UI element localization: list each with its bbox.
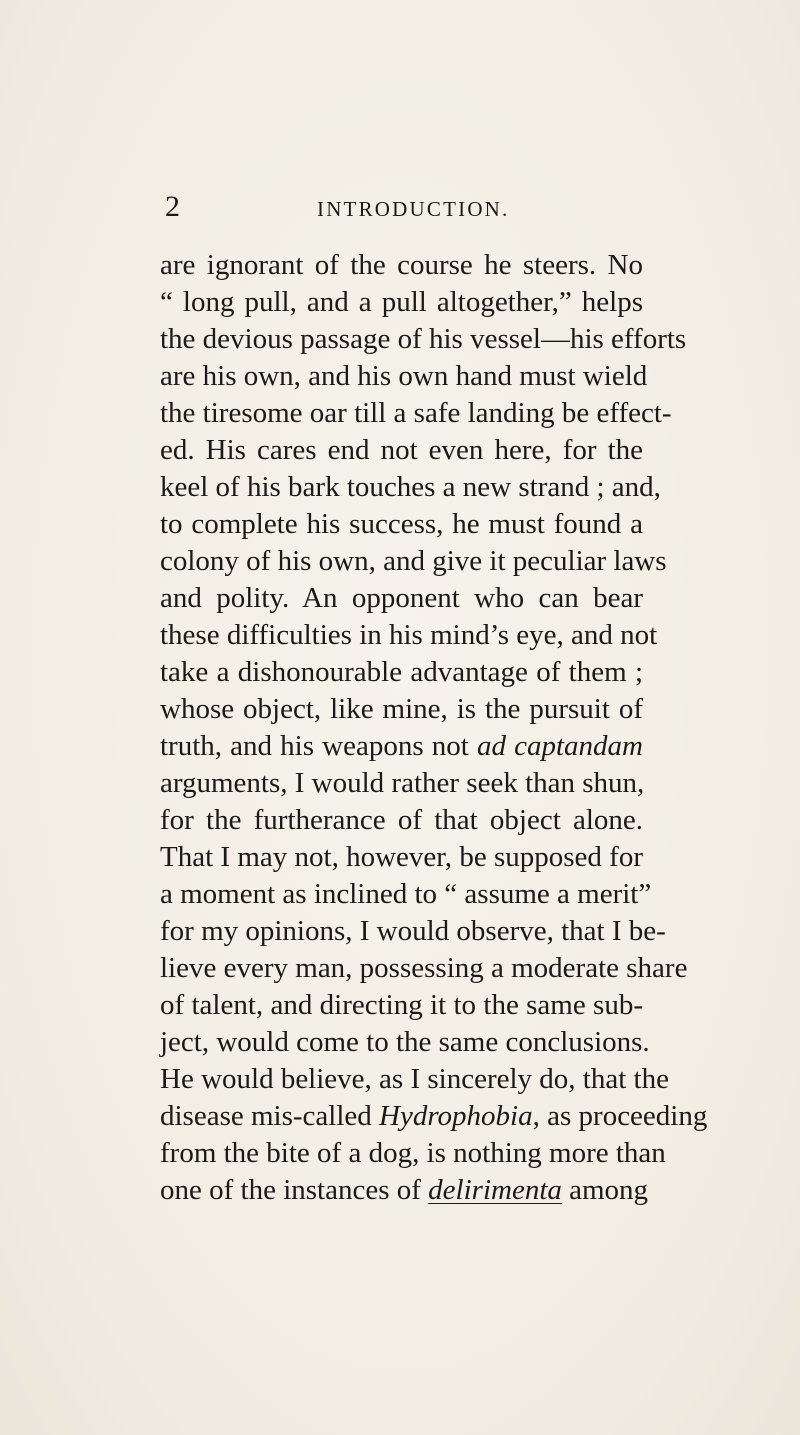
line-text: among bbox=[561, 1174, 649, 1206]
text-line: for my opinions, I would observe, that I be- bbox=[160, 915, 666, 947]
line-text: truth, and his weapons not bbox=[160, 730, 477, 762]
line-text: disease mis-called bbox=[160, 1100, 380, 1132]
text-line: keel of his bark touches a new strand ; and, bbox=[160, 471, 661, 503]
text-line: lieve every man, possessing a moderate share bbox=[160, 952, 688, 984]
underlined-term: delirimenta bbox=[428, 1174, 562, 1206]
text-line: whose object, like mine, is the pursuit of bbox=[160, 693, 643, 725]
text-line bbox=[160, 728, 643, 764]
text-line: and polity. An opponent who can bear bbox=[160, 582, 643, 614]
text-line: the tiresome oar till a safe landing be effect- bbox=[160, 397, 672, 429]
page-header bbox=[0, 187, 800, 227]
text-line: these difficulties in his mind’s eye, and not bbox=[160, 619, 658, 651]
text-line: colony of his own, and give it peculiar laws bbox=[160, 545, 667, 577]
line-text: one of the instances of bbox=[160, 1174, 429, 1206]
text-line: from the bite of a dog, is nothing more than bbox=[160, 1137, 666, 1169]
text-line bbox=[160, 1098, 708, 1134]
text-line: take a dishonourable advantage of them ; bbox=[160, 656, 643, 688]
text-line: ed. His cares end not even here, for the bbox=[160, 434, 643, 466]
text-line: ject, would come to the same conclusions. bbox=[160, 1026, 650, 1058]
text-line bbox=[160, 1172, 649, 1208]
text-line: That I may not, however, be supposed for bbox=[160, 841, 643, 873]
line-text: , as proceeding bbox=[532, 1100, 708, 1132]
text-line: arguments, I would rather seek than shun, bbox=[160, 767, 645, 799]
page-number: 2 bbox=[165, 190, 180, 223]
text-line: of talent, and directing it to the same sub- bbox=[160, 989, 643, 1021]
text-line: He would believe, as I sincerely do, that the bbox=[160, 1063, 669, 1095]
latin-phrase: ad captandam bbox=[476, 730, 643, 762]
text-line: “ long pull, and a pull altogether,” helps bbox=[160, 286, 643, 318]
text-line: are his own, and his own hand must wield bbox=[160, 360, 648, 392]
text-line: are ignorant of the course he steers. No bbox=[160, 249, 643, 281]
text-line: for the furtherance of that object alone. bbox=[160, 804, 643, 836]
italic-term: Hydrophobia bbox=[379, 1100, 533, 1132]
text-line: to complete his success, he must found a bbox=[160, 508, 643, 540]
text-line: the devious passage of his vessel—his efforts bbox=[160, 323, 687, 355]
running-head: INTRODUCTION. bbox=[317, 197, 510, 221]
text-line: a moment as inclined to “ assume a merit” bbox=[160, 878, 652, 910]
